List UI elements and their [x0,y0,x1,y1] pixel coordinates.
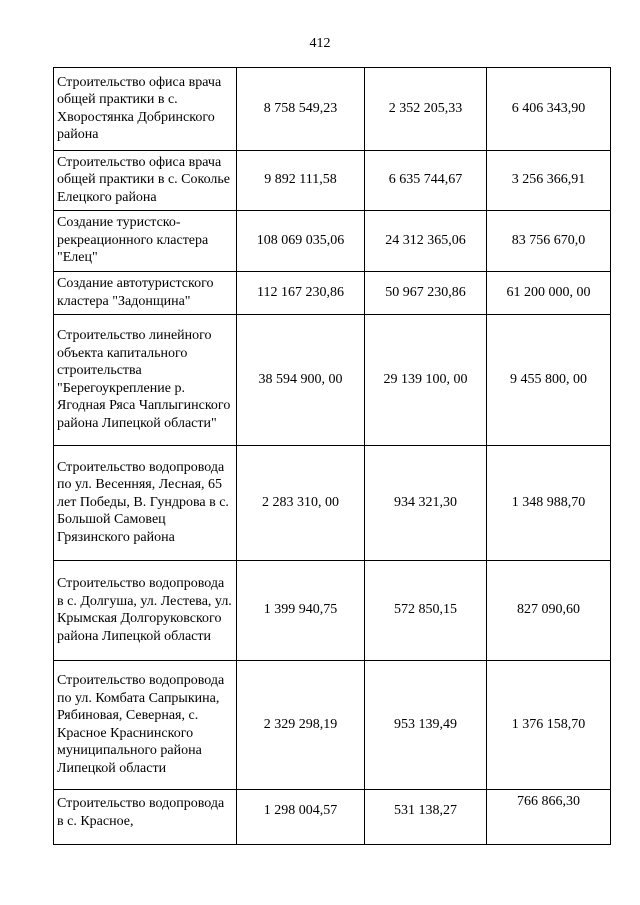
table-row [54,211,611,272]
amount-cell-3: 1 376 158,70 [487,661,611,790]
object-name-cell: Строительство водопровода в с. Красное, [54,790,237,845]
object-name-cell: Строительство водопровода по ул. Комбата Сапрыкина, Рябиновая, Северная, с. Красное Краснинского муниципального района Липецкой области [54,661,237,790]
table-row [54,661,611,790]
amount-cell-3: 766 866,30 [487,790,611,845]
amount-cell-3: 1 348 988,70 [487,446,611,561]
total-amount-cell: 38 594 900, 00 [237,315,365,446]
total-amount-cell: 1 298 004,57 [237,790,365,845]
object-name-cell: Строительство водопровода по ул. Весенняя, Лесная, 65 лет Победы, В. Гундрова в с. Большой Самовец Грязинского района [54,446,237,561]
amount-cell-3: 83 756 670,0 [487,211,611,272]
table-row [54,446,611,561]
object-name-cell: Строительство линейного объекта капитального строительства "Берегоукрепление р. Ягодная Ряса Чаплыгинского района Липецкой области" [54,315,237,446]
total-amount-cell: 2 329 298,19 [237,661,365,790]
table-row [54,272,611,315]
amount-cell-3: 61 200 000, 00 [487,272,611,315]
amount-cell-2: 934 321,30 [365,446,487,561]
table-row [54,790,611,845]
amount-cell-2: 29 139 100, 00 [365,315,487,446]
total-amount-cell: 8 758 549,23 [237,68,365,151]
total-amount-cell: 1 399 940,75 [237,561,365,661]
amount-cell-2: 531 138,27 [365,790,487,845]
table-row [54,68,611,151]
amount-cell-2: 572 850,15 [365,561,487,661]
table-row [54,561,611,661]
object-name-cell: Строительство офиса врача общей практики в с. Соколье Елецкого района [54,151,237,211]
amount-cell-3: 827 090,60 [487,561,611,661]
amount-cell-3: 3 256 366,91 [487,151,611,211]
budget-table [53,67,611,845]
table-row [54,315,611,446]
amount-cell-3: 9 455 800, 00 [487,315,611,446]
object-name-cell: Строительство водопровода в с. Долгуша, ул. Лестева, ул. Крымская Долгоруковского района Липецкой области [54,561,237,661]
object-name-cell: Строительство офиса врача общей практики в с. Хворостянка Добринского района [54,68,237,151]
page-number: 412 [309,36,331,51]
total-amount-cell: 112 167 230,86 [237,272,365,315]
amount-cell-2: 6 635 744,67 [365,151,487,211]
amount-cell-2: 24 312 365,06 [365,211,487,272]
object-name-cell: Создание туристско-рекреационного кластера "Елец" [54,211,237,272]
amount-cell-2: 2 352 205,33 [365,68,487,151]
total-amount-cell: 108 069 035,06 [237,211,365,272]
amount-cell-2: 953 139,49 [365,661,487,790]
table-row [54,151,611,211]
amount-cell-3: 6 406 343,90 [487,68,611,151]
object-name-cell: Создание автотуристского кластера "Задонщина" [54,272,237,315]
total-amount-cell: 9 892 111,58 [237,151,365,211]
total-amount-cell: 2 283 310, 00 [237,446,365,561]
amount-cell-2: 50 967 230,86 [365,272,487,315]
